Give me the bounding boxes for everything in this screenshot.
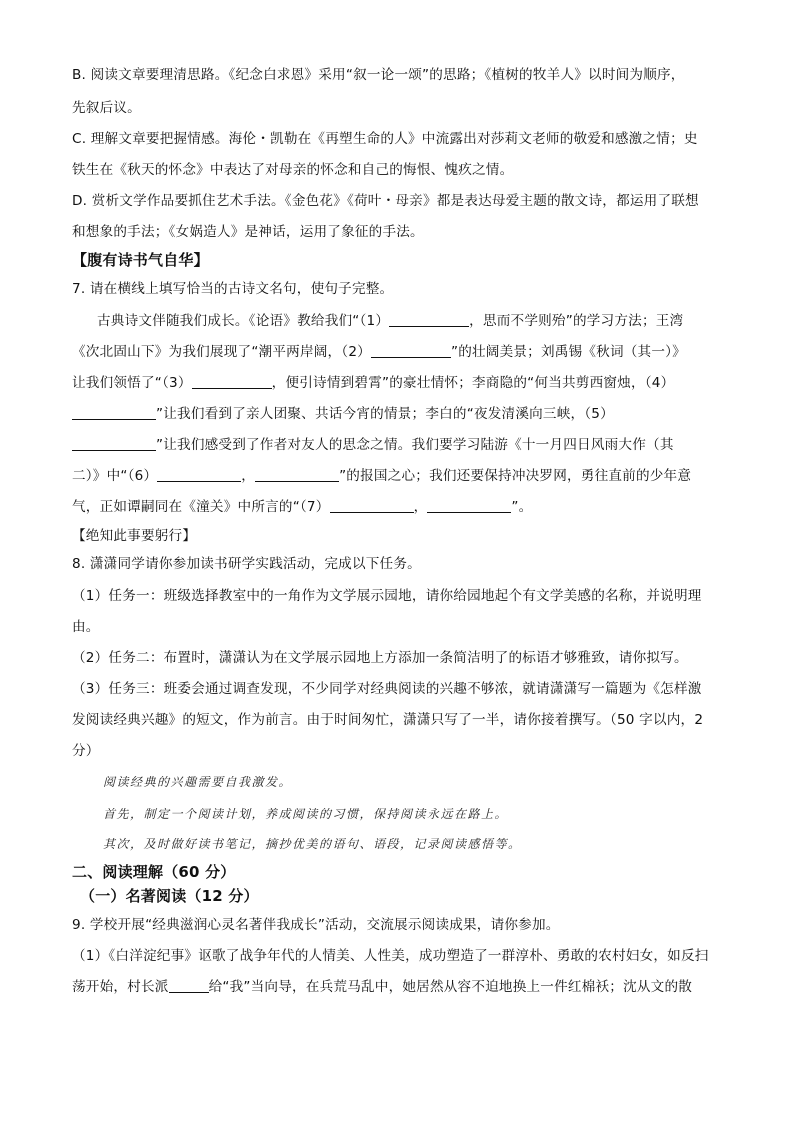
q7-para-line5: ”让我们感受到了作者对友人的思念之情。我们要学习陆游《十一月四日风雨大作（其 [72, 436, 674, 454]
q8-task3-line2: 发阅读经典兴趣》的短文，作为前言。由于时间匆忙，潇潇只写了一半，请你接着撰写。（50 字以内，2 [72, 712, 704, 728]
q9-1-line1: （1）《白洋淀纪事》讴歌了战争年代的人情美、人性美，成功塑造了一群淳朴、勇敢的农村妇女，如反扫 [72, 948, 709, 964]
answer-blank-7a[interactable] [330, 498, 414, 513]
subsection-title-classics: （一）名著阅读（12 分） [80, 887, 259, 905]
q8-task3-line1: （3）任务三：班委会通过调查发现，不少同学对经典阅读的兴趣不够浓，就请潇潇写一篇题为《怎样激 [72, 681, 702, 697]
section-title-poetry: 【腹有诗书气自华】 [72, 251, 209, 269]
answer-blank-5[interactable] [72, 436, 156, 451]
q9-1-line2: 荡开始，村长派 给“我”当向导，在兵荒马乱中，她居然从容不迫地换上一件红棉袄；沈从文的散 [72, 979, 693, 995]
answer-blank-6a[interactable] [157, 467, 241, 482]
option-c-line1: C. 理解文章要把握情感。海伦・凯勒在《再塑生命的人》中流露出对莎莉文老师的敬爱和感激之情；史 [72, 131, 698, 147]
handwritten-line3: 其次，及时做好读书笔记，摘抄优美的语句、语段，记录阅读感悟等。 [103, 837, 522, 851]
answer-blank-9-1[interactable] [169, 978, 209, 993]
option-d-line1: D. 赏析文学作品要抓住艺术手法。《金色花》《荷叶・母亲》都是表达母爱主题的散文诗，都运用了联想 [72, 193, 699, 209]
q8-task1-line1: （1）任务一：班级选择教室中的一角作为文学展示园地，请你给园地起个有文学美感的名称，并说明理 [72, 588, 702, 604]
option-b-line2: 先叙后议。 [72, 100, 141, 116]
q8-task3-line3: 分） [72, 743, 100, 759]
q7-para-line1: 古典诗文伴随我们成长。《论语》教给我们“（1） ，思而不学则殆”的学习方法；王湾 [97, 313, 684, 329]
answer-blank-6b[interactable] [255, 467, 339, 482]
q8-task2: （2）任务二：布置时，潇潇认为在文学展示园地上方添加一条简洁明了的标语才够雅致，请你拟写。 [72, 650, 688, 666]
q7-para-line7: 气，正如谭嗣同在《潼关》中所言的“（7） ， ”。 [72, 499, 533, 515]
q7-para-line4: ”让我们看到了亲人团聚、共话今宵的情景；李白的“夜发清溪向三峡，（5） [72, 405, 614, 423]
answer-blank-3[interactable] [192, 374, 272, 389]
answer-blank-2[interactable] [371, 343, 451, 358]
option-b-line1: B. 阅读文章要理清思路。《纪念白求恩》采用“叙一论一颂”的思路；《植树的牧羊人》以时间为顺序， [72, 67, 685, 83]
q7-para-line6: 二）》中“（6） ， ”的报国之心；我们还要保持冲决罗网，勇往直前的少年意 [72, 468, 692, 484]
answer-blank-4[interactable] [72, 405, 156, 420]
handwritten-line1: 阅读经典的兴趣需要自我激发。 [103, 775, 293, 789]
q8-task1-line2: 由。 [72, 619, 100, 635]
section-title-practice: 【绝知此事要躬行】 [72, 528, 197, 544]
handwritten-line2: 首先，制定一个阅读计划，养成阅读的习惯，保持阅读永远在路上。 [103, 807, 509, 821]
q8-stem: 8. 潇潇同学请你参加读书研学实践活动，完成以下任务。 [72, 556, 421, 572]
q7-stem: 7. 请在横线上填写恰当的古诗文名句，使句子完整。 [72, 281, 394, 297]
section-title-reading: 二、阅读理解（60 分） [72, 863, 236, 881]
answer-blank-1[interactable] [389, 312, 469, 327]
option-c-line2: 铁生在《秋天的怀念》中表达了对母亲的怀念和自己的悔恨、愧疚之情。 [72, 162, 514, 178]
option-d-line2: 和想象的手法；《女娲造人》是神话，运用了象征的手法。 [72, 224, 424, 240]
q9-stem: 9. 学校开展“经典滋润心灵名著伴我成长”活动，交流展示阅读成果，请你参加。 [72, 917, 560, 933]
answer-blank-7b[interactable] [427, 498, 511, 513]
q7-para-line3: 让我们领悟了“（3） ，便引诗情到碧霄”的豪壮情怀；李商隐的“何当共剪西窗烛，（4） [72, 375, 675, 391]
q7-para-line2: 《次北固山下》为我们展现了“潮平两岸阔，（2） ”的壮阔美景；刘禹锡《秋词（其一）》 [72, 344, 686, 360]
